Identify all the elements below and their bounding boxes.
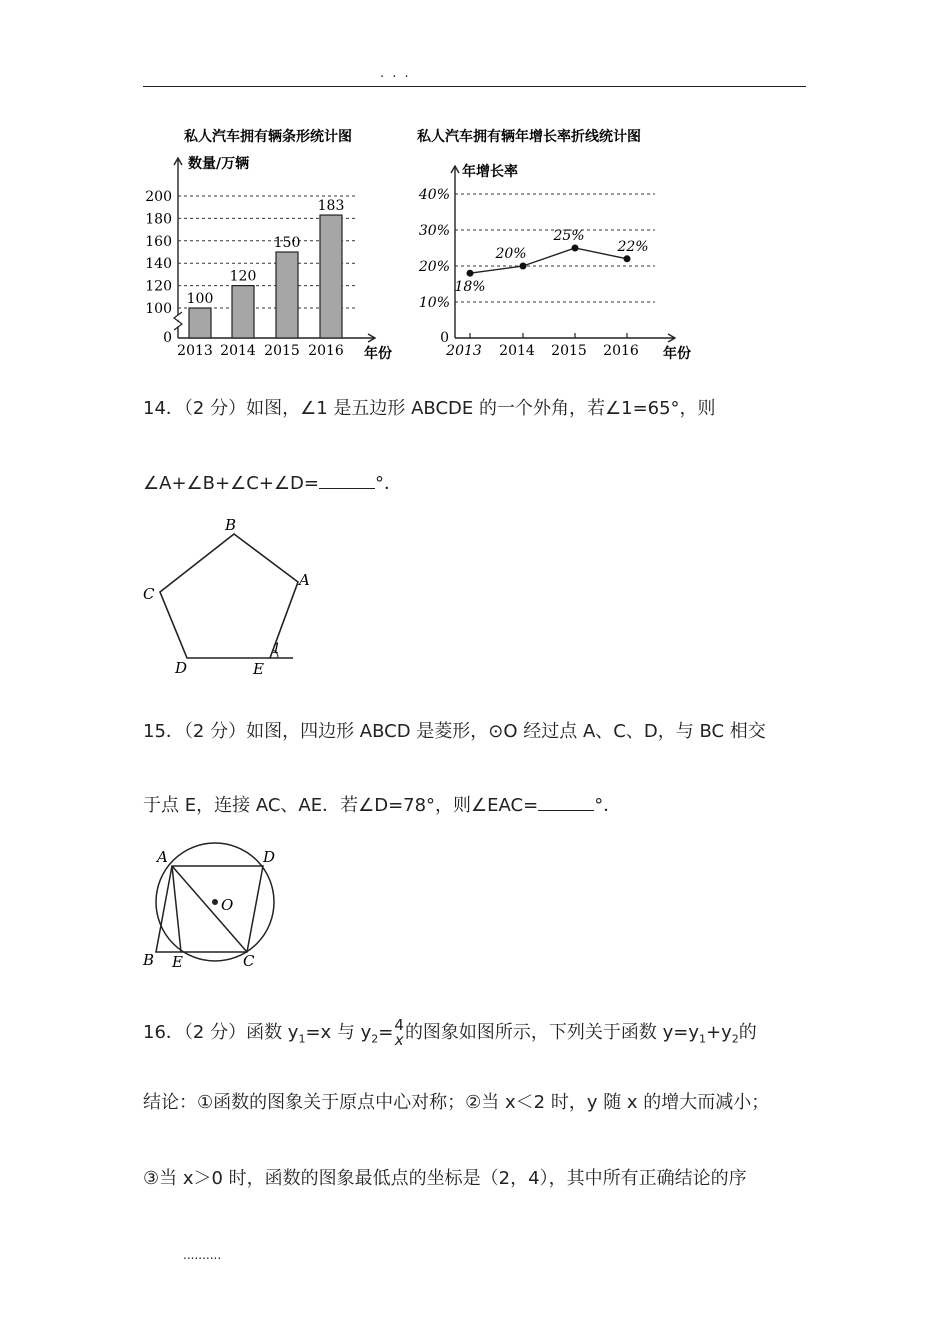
bar-y-tick-label: 140 bbox=[145, 256, 172, 273]
label-o: O bbox=[221, 896, 234, 914]
q14-line2-suffix: °． bbox=[374, 473, 402, 494]
fraction-4-over-x bbox=[394, 1018, 404, 1048]
q16-sub-2: 2 bbox=[371, 1032, 379, 1046]
bar-chart bbox=[140, 118, 410, 372]
line-data-label: 18% bbox=[454, 279, 486, 296]
q16-sub-3: 1 bbox=[699, 1032, 707, 1046]
line-data-label: 20% bbox=[495, 246, 527, 262]
line-data-point bbox=[520, 263, 527, 270]
q16-text-d: 的图象如图所示，下列关于函数 y=y bbox=[404, 1022, 700, 1043]
label-c: C bbox=[243, 952, 255, 970]
fraction-denominator: x bbox=[394, 1031, 404, 1049]
line-y-tick-label: 40% bbox=[418, 187, 450, 203]
q15-line2-suffix: °． bbox=[594, 795, 622, 816]
bar-y-tick-label: 180 bbox=[145, 211, 172, 228]
bar-x-tick-label: 2013 bbox=[177, 343, 213, 359]
footer-dots: .......... bbox=[183, 1248, 222, 1262]
q15-line2 bbox=[143, 793, 813, 819]
label-e: E bbox=[253, 660, 264, 678]
line-data-point bbox=[467, 270, 474, 277]
q15-line1: 15．（2 分）如图，四边形 ABCD 是菱形，⊙O 经过点 A、C、D，与 BC 相交 bbox=[143, 721, 766, 742]
bar-x-tick-label: 2016 bbox=[308, 343, 344, 359]
q16-text-b: =x 与 y bbox=[305, 1022, 372, 1043]
bar-chart-svg bbox=[140, 118, 410, 368]
label-b: B bbox=[143, 951, 155, 969]
line-y-tick-label: 10% bbox=[418, 295, 450, 311]
line-series bbox=[470, 248, 627, 273]
q16-sub-4: 2 bbox=[731, 1032, 739, 1046]
header-rule bbox=[143, 86, 806, 87]
segment-ae bbox=[172, 866, 181, 952]
center-point-o bbox=[212, 899, 218, 905]
line-data-label: 22% bbox=[617, 238, 649, 255]
line-data-label: 25% bbox=[553, 228, 585, 244]
pentagon-abcde bbox=[160, 534, 298, 658]
bar-data-label: 100 bbox=[186, 291, 214, 307]
header-dots: . . . bbox=[380, 66, 411, 81]
line-y-tick-label: 20% bbox=[418, 259, 450, 275]
q14-line1: 14．（2 分）如图，∠1 是五边形 ABCDE 的一个外角，若∠1=65°，则 bbox=[143, 398, 716, 419]
q16-text-e: +y bbox=[706, 1022, 732, 1043]
fraction-numerator: 4 bbox=[394, 1016, 404, 1034]
q15-line2-prefix: 于点 E，连接 AC、AE．若∠D=78°，则∠EAC= bbox=[143, 795, 539, 816]
q16-text-c: = bbox=[378, 1022, 394, 1043]
bar-axis-break bbox=[174, 312, 182, 330]
bar-data-label: 150 bbox=[273, 235, 301, 251]
label-a: A bbox=[157, 848, 168, 866]
line-data-point bbox=[624, 255, 631, 262]
bar bbox=[276, 252, 298, 338]
q14-answer-blank[interactable] bbox=[319, 472, 375, 489]
line-x-tick-label: 2013 bbox=[446, 343, 482, 359]
q16-text-f: 的 bbox=[738, 1022, 757, 1043]
line-y-tick-label: 0 bbox=[440, 330, 449, 346]
bar-x-tick-label: 2015 bbox=[264, 343, 300, 359]
label-a: A bbox=[299, 571, 310, 589]
bar-y-tick-label: 200 bbox=[145, 189, 172, 205]
bar-chart-title: 私人汽车拥有辆条形统计图 bbox=[184, 129, 352, 145]
label-e: E bbox=[172, 953, 183, 971]
bar-y-tick-label: 100 bbox=[145, 301, 172, 317]
bar-data-label: 183 bbox=[317, 198, 345, 215]
q16-line2: 结论：①函数的图象关于原点中心对称；②当 x＜2 时，y 随 x 的增大而减小； bbox=[143, 1092, 770, 1113]
q16-text-a: 16．（2 分）函数 y bbox=[143, 1022, 299, 1043]
bar-y-tick-label: 0 bbox=[163, 330, 172, 346]
q14-line2-prefix: ∠A+∠B+∠C+∠D= bbox=[143, 473, 319, 494]
bar-x-tick-label: 2014 bbox=[220, 343, 256, 359]
line-data-point bbox=[572, 245, 579, 252]
line-y-tick-label: 30% bbox=[418, 223, 450, 239]
q16-sub-1: 1 bbox=[298, 1032, 306, 1046]
line-chart-title: 私人汽车拥有辆年增长率折线统计图 bbox=[417, 129, 641, 145]
rhombus-circle-figure bbox=[135, 840, 295, 975]
line-x-tick-label: 2016 bbox=[603, 343, 639, 359]
label-d: D bbox=[175, 659, 188, 677]
q15-answer-blank[interactable] bbox=[538, 794, 594, 811]
line-chart-xlabel: 年份 bbox=[663, 346, 691, 362]
line-x-tick-label: 2015 bbox=[551, 343, 587, 359]
bar-data-label: 120 bbox=[229, 268, 257, 285]
line-x-tick-label: 2014 bbox=[499, 343, 535, 359]
label-b: B bbox=[225, 516, 237, 534]
bar bbox=[189, 308, 211, 338]
bar bbox=[320, 215, 342, 338]
bar bbox=[232, 286, 254, 338]
q14-line2 bbox=[143, 471, 813, 497]
bar-y-tick-label: 120 bbox=[145, 278, 172, 295]
q16-line1 bbox=[143, 1015, 813, 1051]
label-c: C bbox=[143, 585, 155, 603]
bar-y-tick-label: 160 bbox=[145, 233, 172, 250]
pentagon-figure bbox=[135, 515, 310, 685]
label-angle-1: 1 bbox=[272, 641, 281, 657]
q16-line3: ③当 x＞0 时，函数的图象最低点的坐标是（2，4），其中所有正确结论的序 bbox=[143, 1168, 747, 1189]
line-chart-ylabel: 年增长率 bbox=[462, 164, 518, 180]
line-chart bbox=[405, 118, 715, 372]
bar-chart-ylabel: 数量/万辆 bbox=[188, 156, 250, 172]
label-d: D bbox=[263, 848, 276, 866]
segment-ac bbox=[172, 866, 247, 952]
bar-chart-xlabel: 年份 bbox=[364, 346, 392, 362]
line-chart-svg bbox=[405, 118, 715, 368]
